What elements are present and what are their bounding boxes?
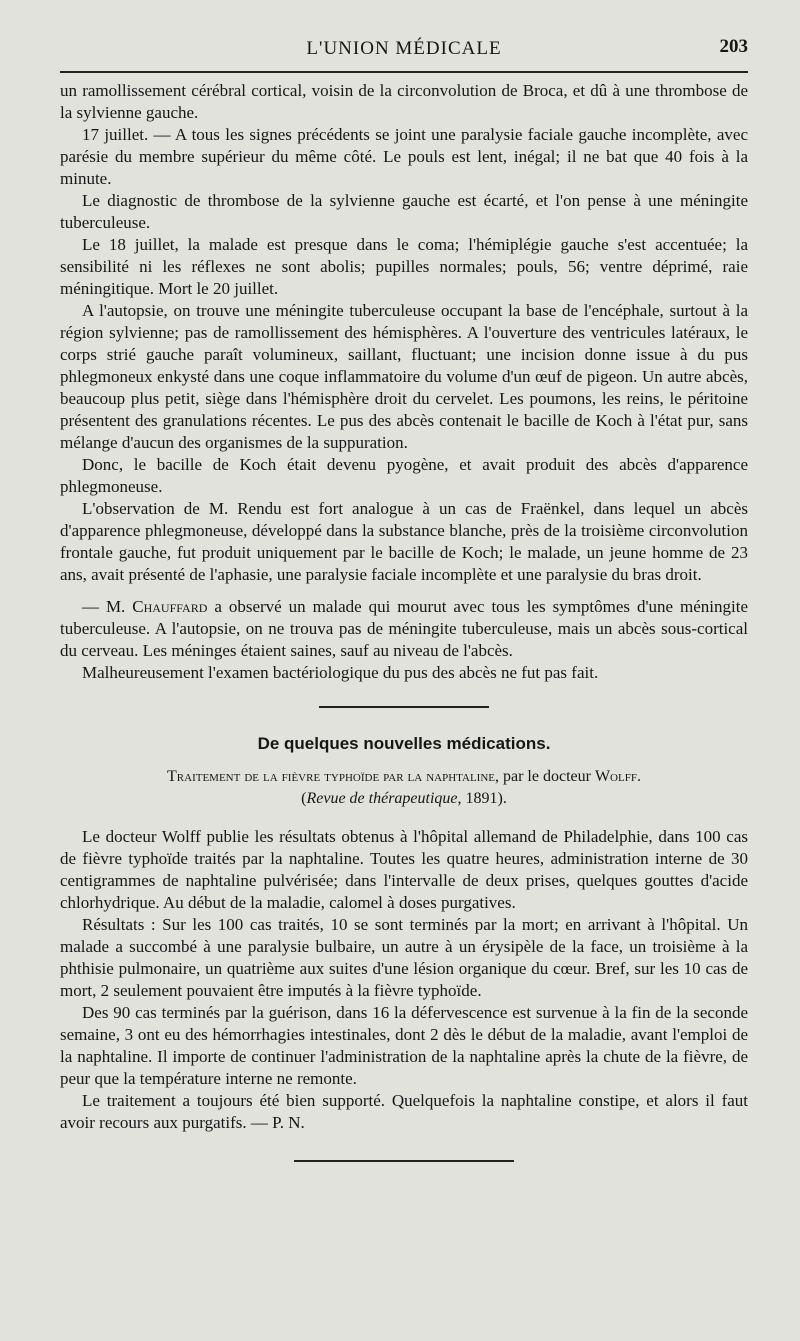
paragraph-5: A l'autopsie, on trouve une méningite tuberculeuse occupant la base de l'encéphale, surtout à la région sylvienne; pas de ramollissement des hémisphères. A l'ouverture des ventricules latéraux, le corps strié gauche paraît volumineux, saillant, fluctuant; une incision donne issue à du pus phlegmoneux enkysté dans une coque inflammatoire du volume d'un œuf de pigeon. Un autre abcès, beaucoup plus petit, siège dans l'hémisphère droit du cervelet. Les poumons, les reins, le péritoine présentent des granulations récentes. Le pus des abcès contenait le bacille de Koch à l'état pur, sans mélange d'aucun des organismes de la suppuration. [60,301,748,452]
paragraph-4: Le 18 juillet, la malade est presque dans le coma; l'hémiplégie gauche s'est accentuée; la sensibilité ni les réflexes ne sont abolis; pupilles normales; pouls, 56; ventre déprimé, raie méningitique. Mort le 20 juillet. [60,235,748,298]
article-body [60,80,748,1162]
page-header [60,34,748,70]
subtitle-smallcaps: Traitement de la fièvre typhoïde par la naphtaline, [167,768,499,785]
source-journal: Revue de thérapeutique [306,790,458,807]
section-paragraph-4: Le traitement a toujours été bien supporté. Quelquefois la naphtaline constipe, et alors il faut avoir recours aux purgatifs. — P. N. [60,1091,748,1132]
chauffard-prefix: — M. [82,597,126,616]
paragraph-7: L'observation de M. Rendu est fort analogue à un cas de Fraënkel, dans lequel un abcès d'apparence phlegmoneuse, développé dans la substance blanche, près de la troisième circonvolution frontale gauche, fut produit uniquement par le bacille de Koch; le malade, un jeune homme de 23 ans, avait présenté de l'aphasie, une paralysie faciale incomplète et une paralysie du bras droit. [60,499,748,584]
section-paragraph-2: Résultats : Sur les 100 cas traités, 10 se sont terminés par la mort; en arrivant à l'hôpital. Un malade a succombé à une paralysie bulbaire, un autre à un érysipèle de la face, un troisième à la phthisie pulmonaire, un quatrième aux suites d'une lésion organique du cœur. Bref, sur les 10 cas de mort, 2 seulement pouvaient être imputés à la fièvre typhoïde. [60,915,748,1000]
subtitle-author: Wolff. [594,768,641,785]
subtitle-rest: par le docteur [503,768,591,785]
section-source [60,788,748,810]
end-rule [294,1160,514,1162]
paragraph-3: Le diagnostic de thrombose de la sylvienne gauche est écarté, et l'on pense à une méningite tuberculeuse. [60,191,748,232]
page-number: 203 [719,36,748,57]
paragraph-1: un ramollissement cérébral cortical, voisin de la circonvolution de Broca, et dû à une thrombose de la sylvienne gauche. [60,81,748,122]
paragraph-2: 17 juillet. — A tous les signes précédents se joint une paralysie faciale gauche incomplète, avec parésie du membre supérieur du même côté. Le pouls est lent, inégal; il ne bat que 40 fois à la minute. [60,125,748,188]
chauffard-name: Chauffard [132,597,208,616]
section-title: De quelques nouvelles médications. [257,734,551,753]
header-rule [60,71,748,73]
source-open: ( [301,790,307,807]
chauffard-text: a observé un malade qui mourut avec tous les symptômes d'une méningite tuberculeuse. A l'autopsie, on ne trouva pas de méningite tuberculeuse, mais un abcès sous-cortical du cerveau. Les méninges étaient saines, sauf au niveau de l'abcès. [60,597,748,660]
section-subtitle [60,766,748,788]
closing-paragraph: Malheureusement l'examen bactériologique du pus des abcès ne fut pas fait. [82,663,599,682]
section-divider [319,706,489,708]
running-title: L'UNION MÉDICALE [306,38,502,59]
section-paragraph-3: Des 90 cas terminés par la guérison, dans 16 la défervescence est survenue à la fin de la seconde semaine, 3 ont eu des hémorrhagies intestinales, dont 2 dès le début de la maladie, avant l'emploi de la naphtaline. Il importe de continuer l'administration de la naphtaline après la chute de la fièvre, de peur que la température interne ne remonte. [60,1003,748,1088]
paragraph-6: Donc, le bacille de Koch était devenu pyogène, et avait produit des abcès d'apparence phlegmoneuse. [60,455,748,496]
source-close: , 1891). [457,790,507,807]
section-paragraph-1: Le docteur Wolff publie les résultats obtenus à l'hôpital allemand de Philadelphie, dans 100 cas de fièvre typhoïde traités par la naphtaline. Toutes les quatre heures, administration interne de 30 centigrammes de naphtaline pulvérisée; dans l'intervalle de deux prises, quelques gouttes d'acide chlorhydrique. Au début de la maladie, calomel à doses purgatives. [60,827,748,912]
paragraph-chauffard [60,596,748,662]
